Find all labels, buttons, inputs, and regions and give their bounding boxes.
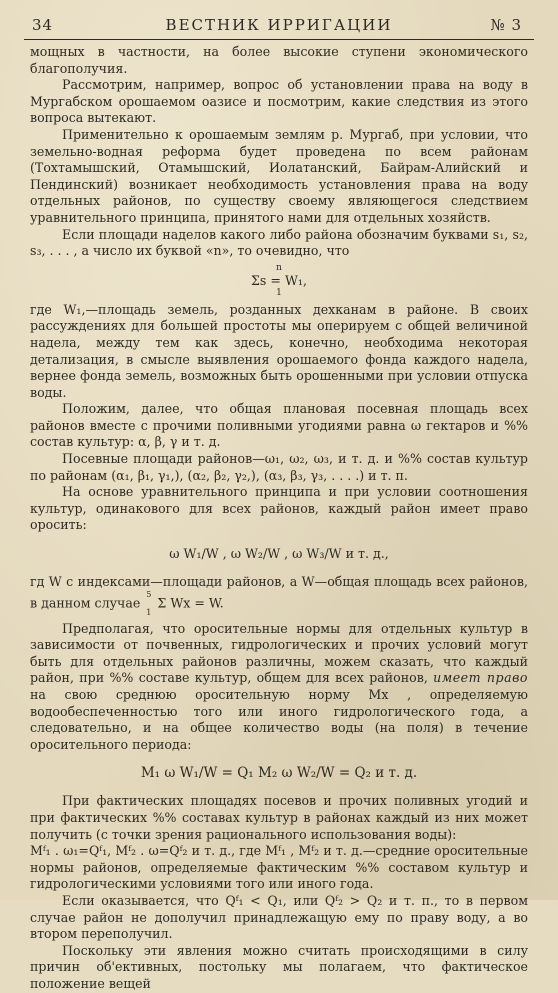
formula-upper-limit: n	[276, 262, 282, 273]
paragraph	[30, 574, 528, 617]
paragraph: Если оказывается, что Qᶠ₁ < Q₁, или Qᶠ₂ > Q₂ и т. п., то в первом случае район не дополучил принадлежащую ему по праву воду, а во втором переполучил.	[30, 892, 528, 942]
paragraph: Если площади наделов какого либо района обозначим буквами s₁, s₂, s₃, . . . , а число их буквой «n», то очевидно, что	[30, 226, 528, 259]
paragraph-text: Предполагая, что оросительные нормы для отдельных культур в зависимости от почвенных, гидрологических и прочих условий могут быть для отдельных районов различны, можем сказать, что каждый район, при %% составе культур, общем для всех районов,	[30, 620, 528, 686]
formula-expression: Σs = W₁,	[251, 272, 307, 288]
issue-number: № 3	[490, 16, 522, 34]
formula-district-rights: ω W₁/W , ω W₂/W , ω W₃/W и т. д.,	[169, 546, 389, 562]
header-rule	[24, 39, 534, 40]
sum-expression: Σ Wx = W.	[157, 595, 224, 611]
page-header	[24, 14, 534, 36]
paragraph: Посевные площади районов—ω₁, ω₂, ω₃, и т. д. и %% состав культур по районам (α₁, β₁, γ₁,), (α₂, β₂, γ₂,), (α₃, β₃, γ₃, . . . .) и т. п.	[30, 451, 528, 483]
formula-sum-areas	[30, 264, 528, 298]
sum-lower-limit: 1	[146, 607, 152, 617]
paragraph: где W₁,—площадь земель, розданных дехканам в районе. В своих рассуждениях для большей простоты мы оперируем с общей величиной надела, между тем как здесь, конечно, необходима некоторая детализация, в смысле выявления орошаемого фонда каждого надела, вернее фонда земель, возможных быть орошенными при условии отпуска воды.	[30, 301, 528, 400]
paragraph: мощных в частности, на более высокие ступени экономического благополучия.	[30, 44, 528, 76]
page-number: 34	[32, 16, 54, 34]
formula-water-volume: M₁ ω W₁/W = Q₁ M₂ ω W₂/W = Q₂ и т. д.	[140, 765, 418, 782]
paragraph: На основе уравнительного принципа и при условии соотношения культур, одинакового для всех районов, каждый район имеет право оросить:	[30, 484, 528, 533]
article-body	[30, 44, 528, 993]
sum-upper-limit: 5	[146, 589, 152, 599]
paragraph: Mᶠ₁ . ω₁=Qᶠ₁, Mᶠ₂ . ω=Qᶠ₂ и т. д., где Mᶠ₁ , Mᶠ₂ и т. д.—средние оросительные нормы районов, определяемые фактическим %% составом культур и гидрологическими условиями того или иного года.	[30, 843, 528, 892]
paragraph-text: на свою среднюю оросительную норму Mx , определяемую водообеспеченностью того или иного гидрологического года, а следовательно, и на общее количество воды (на поля) в течение оросительного периода:	[30, 687, 528, 752]
paragraph: Поскольку эти явления можно считать происходящими в силу причин об'ективных, постольку мы полагаем, что фактическое положение вещей	[30, 942, 528, 991]
paragraph	[30, 621, 528, 754]
paragraph: Применительно к орошаемым землям р. Мургаб, при условии, что земельно-водная реформа будет проведена по всем районам (Тохтамышский, Отамышский, Иолатанский, Байрам-Алийский и Пендинский) возникает необходимость установления права на воду отдельных районов, по существу своему являющегося следствием уравнительного принципа, принятого нами для отдельных хозяйств.	[30, 126, 528, 225]
paragraph: Положим, далее, что общая плановая посевная площадь всех районов вместе с прочими поливными угодиями равна ω гектаров и %% состав культур: α, β, γ и т. д.	[30, 401, 528, 450]
paragraph: Рассмотрим, например, вопрос об установлении права на воду в Мургабском орошаемом оазисе и посмотрим, какие следствия из этого вопроса вытекают.	[30, 77, 528, 126]
formula-lower-limit: 1	[276, 287, 282, 298]
sum-limits	[146, 591, 151, 617]
paragraph-text: гд W с индексами—площади районов, а W—общая площадь всех районов, в данном случае	[30, 574, 528, 611]
paragraph: При фактических площадях посевов и прочих поливных угодий и при фактических %% составах культур в районах каждый из них может получить (с точки зрения рационального использования воды):	[30, 793, 528, 842]
emphasis-text: имеет право	[433, 670, 528, 686]
journal-title: ВЕСТНИК ИРРИГАЦИИ	[165, 16, 393, 34]
